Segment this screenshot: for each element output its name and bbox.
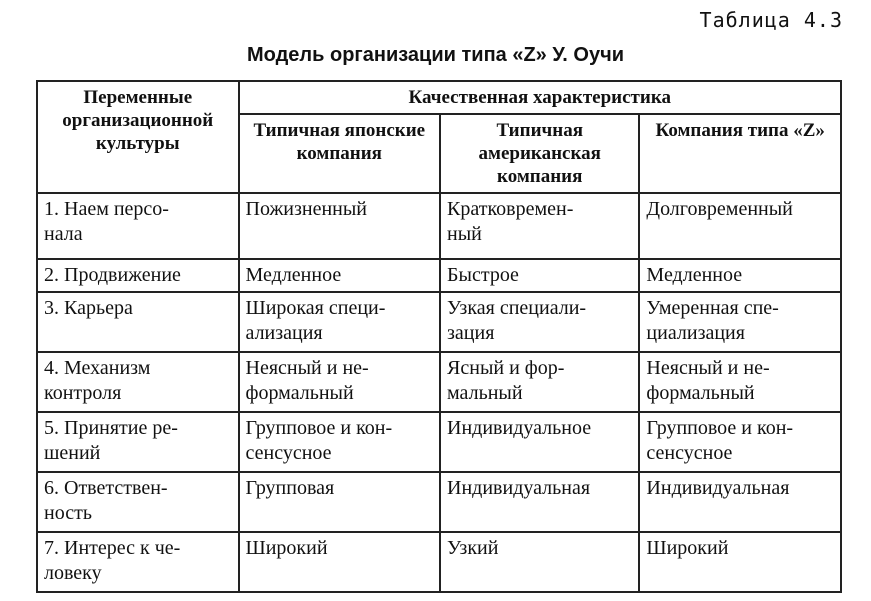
header-type-z: Компания типа «Z»: [639, 114, 841, 193]
table-row: [37, 193, 841, 259]
cell-japanese: Групповая: [239, 472, 441, 532]
table-row: [37, 352, 841, 412]
header-row-top: [37, 81, 841, 114]
cell-variable: 4. Механизм контроля: [37, 352, 239, 412]
cell-type-z: Неясный и не- формальный: [639, 352, 841, 412]
cell-variable: 6. Ответствен- ность: [37, 472, 239, 532]
cell-american: Быстрое: [440, 259, 639, 292]
cell-japanese: Медленное: [239, 259, 441, 292]
cell-variable: 2. Продвижение: [37, 259, 239, 292]
header-american: Типичная американская компания: [440, 114, 639, 193]
cell-variable: 1. Наем персо- нала: [37, 193, 239, 259]
cell-american: Узкий: [440, 532, 639, 592]
cell-japanese: Неясный и не- формальный: [239, 352, 441, 412]
ouchi-z-table: [36, 80, 842, 593]
table-number: Таблица 4.3: [699, 8, 843, 32]
cell-type-z: Широкий: [639, 532, 841, 592]
table-row: [37, 292, 841, 352]
header-variables: Переменные организационной культуры: [37, 81, 239, 193]
cell-type-z: Долговременный: [639, 193, 841, 259]
cell-japanese: Пожизненный: [239, 193, 441, 259]
cell-american: Кратковремен- ный: [440, 193, 639, 259]
cell-type-z: Групповое и кон- сенсусное: [639, 412, 841, 472]
cell-type-z: Индивидуальная: [639, 472, 841, 532]
cell-variable: 5. Принятие ре- шений: [37, 412, 239, 472]
table-row: [37, 259, 841, 292]
table-row: [37, 532, 841, 592]
cell-variable: 3. Карьера: [37, 292, 239, 352]
cell-american: Ясный и фор- мальный: [440, 352, 639, 412]
cell-type-z: Умеренная спе- циализация: [639, 292, 841, 352]
cell-american: Узкая специали- зация: [440, 292, 639, 352]
header-qualitative: Качественная характеристика: [239, 81, 841, 114]
cell-american: Индивидуальная: [440, 472, 639, 532]
header-japanese: Типичная японские компания: [239, 114, 441, 193]
table-row: [37, 412, 841, 472]
table-row: [37, 472, 841, 532]
cell-type-z: Медленное: [639, 259, 841, 292]
cell-american: Индивидуальное: [440, 412, 639, 472]
cell-japanese: Широкий: [239, 532, 441, 592]
cell-japanese: Групповое и кон- сенсусное: [239, 412, 441, 472]
cell-japanese: Широкая специ- ализация: [239, 292, 441, 352]
table-title: Модель организации типа «Z» У. Оучи: [246, 44, 624, 66]
cell-variable: 7. Интерес к че- ловеку: [37, 532, 239, 592]
